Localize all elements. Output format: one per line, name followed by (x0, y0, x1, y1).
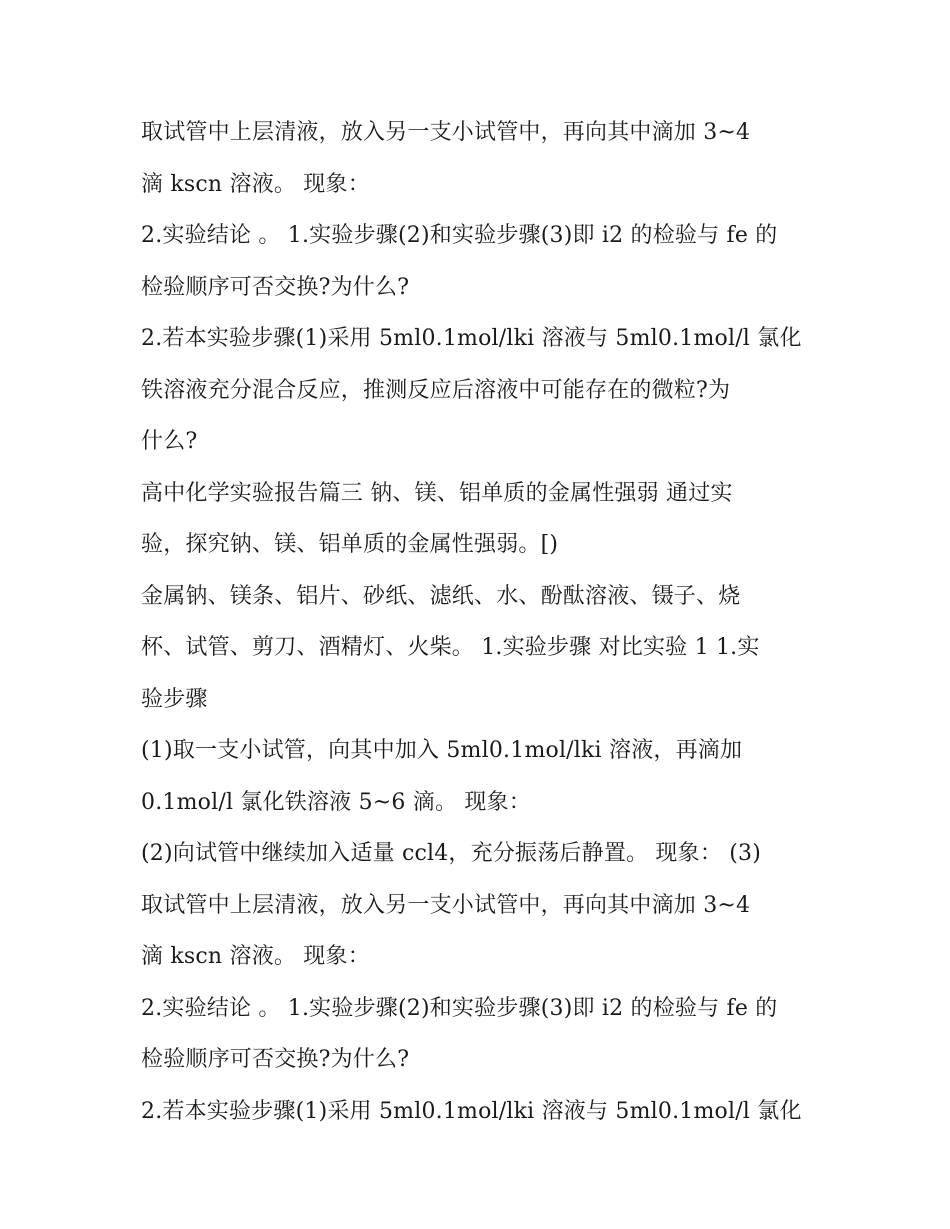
text-line: 滴 kscn 溶液。 现象： (141, 171, 370, 197)
text-line: 取试管中上层清液，放入另一支小试管中，再向其中滴加 3~4 (141, 120, 751, 145)
text-line: 滴 kscn 溶液。 现象： (141, 944, 370, 969)
text-line: 杯、试管、剪刀、酒精灯、火柴。 1.实验步骤 对比实验 1 1.实 (141, 635, 760, 660)
text-line: 2.实验结论 。 1.实验步骤(2)和实验步骤(3)即 i2 的检验与 fe 的 (141, 223, 778, 248)
document-body (141, 107, 821, 1137)
text-line: 2.若本实验步骤(1)采用 5ml0.1mol/lki 溶液与 5ml0.1mol/l 氯化 (141, 1098, 802, 1124)
text-line: 高中化学实验报告篇三 钠、镁、铝单质的金属性强弱 通过实 (141, 480, 733, 506)
text-line: 2.若本实验步骤(1)采用 5ml0.1mol/lki 溶液与 5ml0.1mol/l 氯化 (141, 326, 802, 351)
text-line: 0.1mol/l 氯化铁溶液 5~6 滴。 现象： (141, 789, 531, 815)
text-line: 什么? (141, 429, 198, 454)
text-line: 检验顺序可否交换?为什么? (141, 1047, 410, 1072)
text-line: 取试管中上层清液，放入另一支小试管中，再向其中滴加 3~4 (141, 892, 751, 918)
text-line: 验步骤 (141, 686, 208, 712)
text-line: (2)向试管中继续加入适量 ccl4，充分振荡后静置。 现象： (3) (141, 841, 761, 866)
text-line: 金属钠、镁条、铝片、砂纸、滤纸、水、酚酞溶液、镊子、烧 (141, 583, 741, 609)
text-line: 检验顺序可否交换?为什么? (141, 274, 410, 300)
text-line: (1)取一支小试管，向其中加入 5ml0.1mol/lki 溶液，再滴加 (141, 738, 743, 763)
text-line: 2.实验结论 。 1.实验步骤(2)和实验步骤(3)即 i2 的检验与 fe 的 (141, 995, 778, 1021)
text-line: 验，探究钠、镁、铝单质的金属性强弱。[) (141, 532, 559, 557)
text-line: 铁溶液充分混合反应，推测反应后溶液中可能存在的微粒?为 (141, 377, 731, 403)
